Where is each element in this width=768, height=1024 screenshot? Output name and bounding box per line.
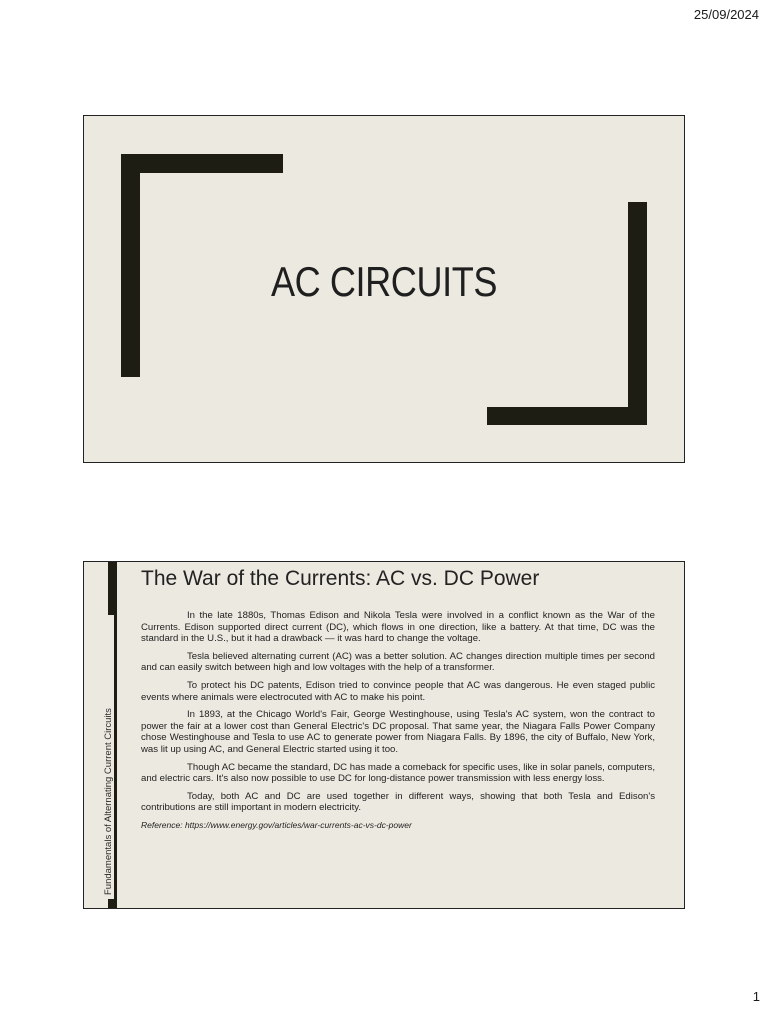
paragraph: In the late 1880s, Thomas Edison and Nikola Tesla were involved in a conflict known as the War of the Currents. Edison supported direct current (DC), which flows in one direction, like a battery. At that time, DC was the standard in the U.S., but it had a drawback — it was hard to change the voltage. [141,610,655,645]
bracket-bottom-right-horizontal [487,407,647,425]
slide-2 [83,561,685,909]
paragraph: Today, both AC and DC are used together in different ways, showing that both Tesla and Edison's contributions are still important in modern electricity. [141,790,655,814]
slide-1 [83,115,685,463]
bracket-bottom-right-vertical [628,202,647,425]
slide-title: AC CIRCUITS [270,258,498,305]
slide-body [141,610,655,832]
page-number: 1 [752,989,760,1004]
paragraph: Tesla believed alternating current (AC) was a better solution. AC changes direction multiple times per second and can easily switch between high and low voltages with the help of a transformer. [141,650,655,674]
reference-text: Reference: https://www.energy.gov/articles/war-currents-ac-vs-dc-power [141,819,412,830]
paragraph: To protect his DC patents, Edison tried to convince people that AC was dangerous. He even staged public events where animals were electrocuted with AC to make his point. [141,679,655,703]
date-label: 25/09/2024 [693,7,759,22]
bracket-top-left-horizontal [121,154,283,173]
slide-title: The War of the Currents: AC vs. DC Power [141,567,540,590]
sidebar-label: Fundamentals of Alternating Current Circuits [104,615,114,899]
paragraph: Though AC became the standard, DC has made a comeback for specific uses, like in solar panels, computers, and electric cars. It's also now possible to use DC for long-distance power transmission with less energy loss. [141,761,655,785]
paragraph: In 1893, at the Chicago World's Fair, George Westinghouse, using Tesla's AC system, won the contract to power the fair at a lower cost than General Electric's DC proposal. That same year, the Niagara Falls Power Company chose Westinghouse and Tesla to use AC to generate power from Niagara Falls. By 1896, the city of Buffalo, New York, was lit up using AC, and General Electric started using it too. [141,709,655,755]
